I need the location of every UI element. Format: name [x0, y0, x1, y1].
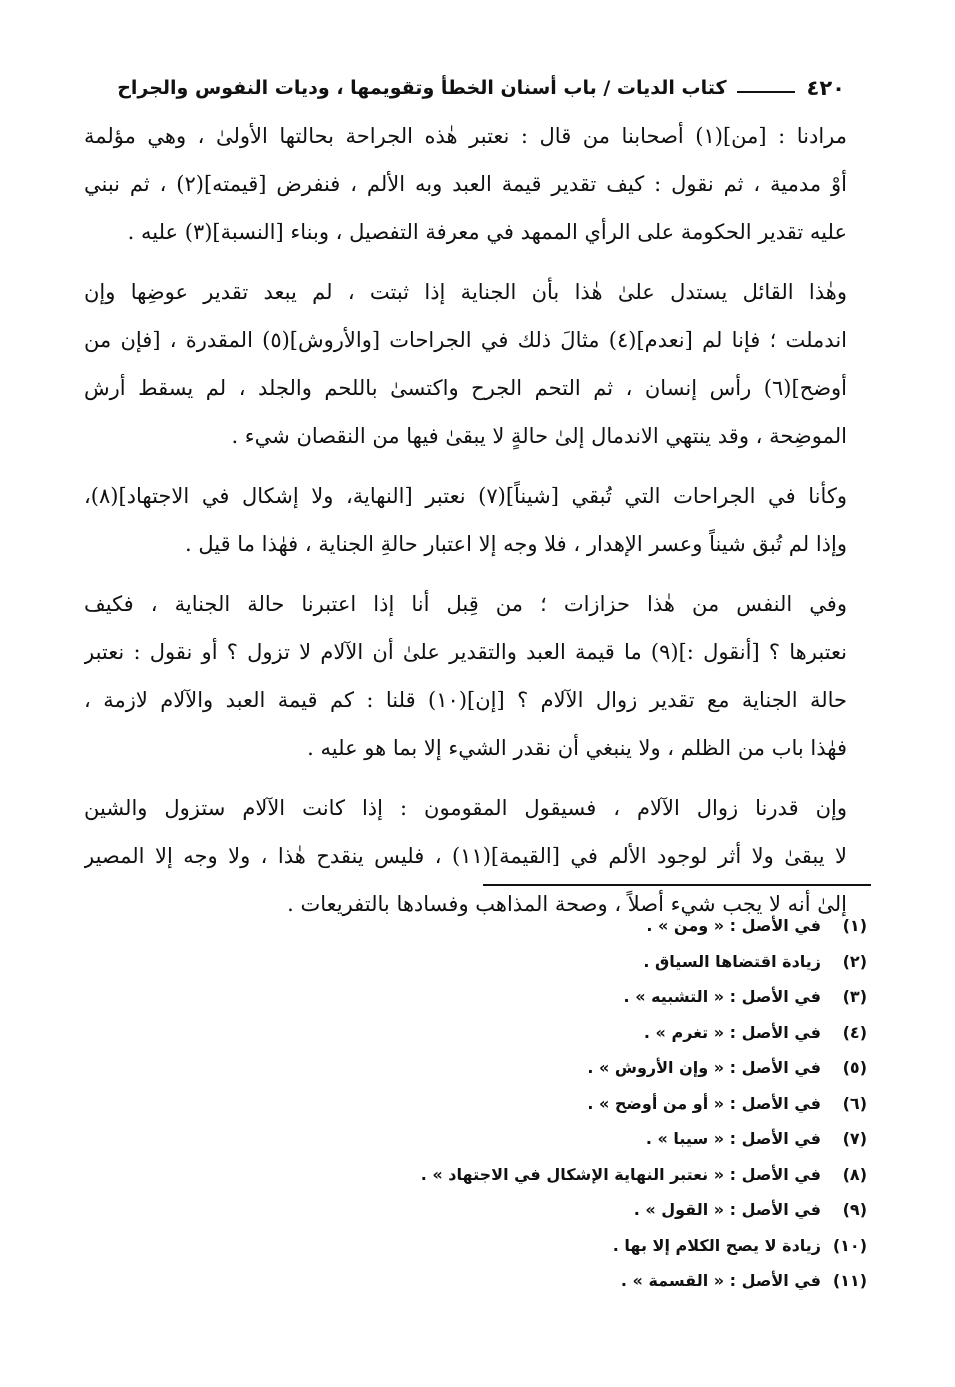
text-line: وفي النفس من هٰذا حزازات ؛ من قِبل أنا إذا اعتبرنا حالة الجناية ، فكيف [84, 592, 847, 616]
text-line: اندملت ؛ فإنا لم [نعدم](٤) مثالَ ذلك في الجراحات [والأروش](٥) المقدرة ، [فإن من [84, 328, 847, 352]
text-line: حالة الجناية مع تقدير زوال الآلام ؟ [إن](١٠) قلنا : كم قيمة العبد والآلام لازمة ، [84, 688, 847, 712]
paragraph-4 [84, 580, 847, 772]
main-text [84, 112, 847, 940]
footnote-text: في الأصل : « تغرم » . [643, 1022, 821, 1042]
footnote [267, 1050, 867, 1086]
footnote [267, 1192, 867, 1228]
text-line: أوضح](٦) رأس إنسان ، ثم التحم الجرح واكتسىٰ باللحم والجلد ، لم يسقط أرش [84, 376, 847, 400]
footnote-number: (١١) [832, 1271, 867, 1290]
footnote-number: (٣) [842, 987, 867, 1006]
text-line: وإذا لم تُبق شيناً وعسر الإهدار ، فلا وجه إلا اعتبار حالةِ الجناية ، فهٰذا ما قيل . [185, 532, 847, 556]
footnote-text: في الأصل : « القول » . [633, 1200, 821, 1219]
running-header [84, 68, 845, 108]
footnote [267, 1228, 867, 1264]
footnote-number: (٥) [842, 1058, 867, 1077]
running-title: كتاب الديات / باب أسنان الخطأ وتقويمها ، وديات النفوس والجراح [117, 77, 727, 99]
footnote [267, 944, 867, 980]
footnote-text: في الأصل : « القسمة » . [620, 1271, 821, 1290]
footnote [267, 1263, 867, 1299]
paragraph-5 [84, 784, 847, 928]
text-line: أوْ مدمية ، ثم نقول : كيف تقدير قيمة العبد وبه الألم ، فنفرض [قيمته](٢) ، ثم نبني [84, 172, 847, 196]
footnote-number: (١٠) [832, 1235, 867, 1255]
text-line: نعتبرها ؟ [أنقول :](٩) ما قيمة العبد والتقدير علىٰ أن الآلام لا تزول ؟ أو نقول : نعتبر [84, 640, 847, 664]
page-number: ٤٢٠ [806, 76, 845, 100]
footnote-text: زيادة اقتضاها السياق . [643, 951, 821, 971]
text-line: مرادنا : [من](١) أصحابنا من قال : نعتبر هٰذه الجراحة بحالتها الأولىٰ ، وهي مؤلمة [84, 124, 847, 148]
text-line: فهٰذا باب من الظلم ، ولا ينبغي أن نقدر الشيء إلا بما هو عليه . [307, 736, 847, 760]
footnote-text: في الأصل : « التشبيه » . [623, 987, 821, 1006]
text-line: عليه تقدير الحكومة على الرأي الممهد في معرفة التفصيل ، وبناء [النسبة](٣) عليه . [127, 220, 847, 244]
footnote-number: (٩) [842, 1200, 867, 1219]
footnote-text: في الأصل : « أو من أوضح » . [587, 1093, 821, 1113]
text-line: الموضِحة ، وقد ينتهي الاندمال إلىٰ حالةٍ لا يبقىٰ فيها من النقصان شيء . [231, 424, 847, 448]
text-line: لا يبقىٰ ولا أثر لوجود الألم في [القيمة](١١) ، فليس ينقدح هٰذا ، ولا وجه إلا المصير [84, 844, 847, 868]
text-line: وإن قدرنا زوال الآلام ، فسيقول المقومون : إذا كانت الآلام ستزول والشين [84, 796, 847, 820]
footnote-number: (٨) [842, 1164, 867, 1184]
footnote-text: زيادة لا يصح الكلام إلا بها . [612, 1235, 821, 1255]
footnote [267, 1157, 867, 1193]
footnote-number: (٧) [842, 1129, 867, 1148]
paragraph-3 [84, 472, 847, 568]
footnote [267, 908, 867, 944]
paragraph-1 [84, 112, 847, 256]
text-line: وكأنا في الجراحات التي تُبقي [شيناً](٧) نعتبر [النهاية، ولا إشكال في الاجتهاد](٨)، [84, 484, 847, 508]
header-rule [737, 91, 795, 93]
footnote [267, 1086, 867, 1122]
footnote-text: في الأصل : « وإن الأروش » . [587, 1058, 821, 1077]
footnote-text: في الأصل : « سيبا » . [645, 1129, 821, 1148]
footnotes [267, 908, 867, 1299]
footnote-number: (٢) [842, 951, 867, 971]
footnote-number: (٦) [842, 1093, 867, 1113]
footnote-text: في الأصل : « نعتبر النهاية الإشكال في الاجتهاد » . [420, 1164, 821, 1184]
footnote-number: (٤) [842, 1022, 867, 1042]
footnote-separator [483, 884, 871, 886]
footnote [267, 1015, 867, 1051]
text-line: وهٰذا القائل يستدل علىٰ هٰذا بأن الجناية إذا ثبتت ، لم يبعد تقدير عوضِها وإن [84, 280, 847, 304]
footnote [267, 1121, 867, 1157]
footnote [267, 979, 867, 1015]
text-line: إلىٰ أنه لا يجب شيء أصلاً ، وصحة المذاهب وفسادها بالتفريعات . [287, 892, 847, 916]
paragraph-2 [84, 268, 847, 460]
footnote-text: في الأصل : « ومن » . [646, 916, 821, 935]
footnote-number: (١) [842, 916, 867, 935]
